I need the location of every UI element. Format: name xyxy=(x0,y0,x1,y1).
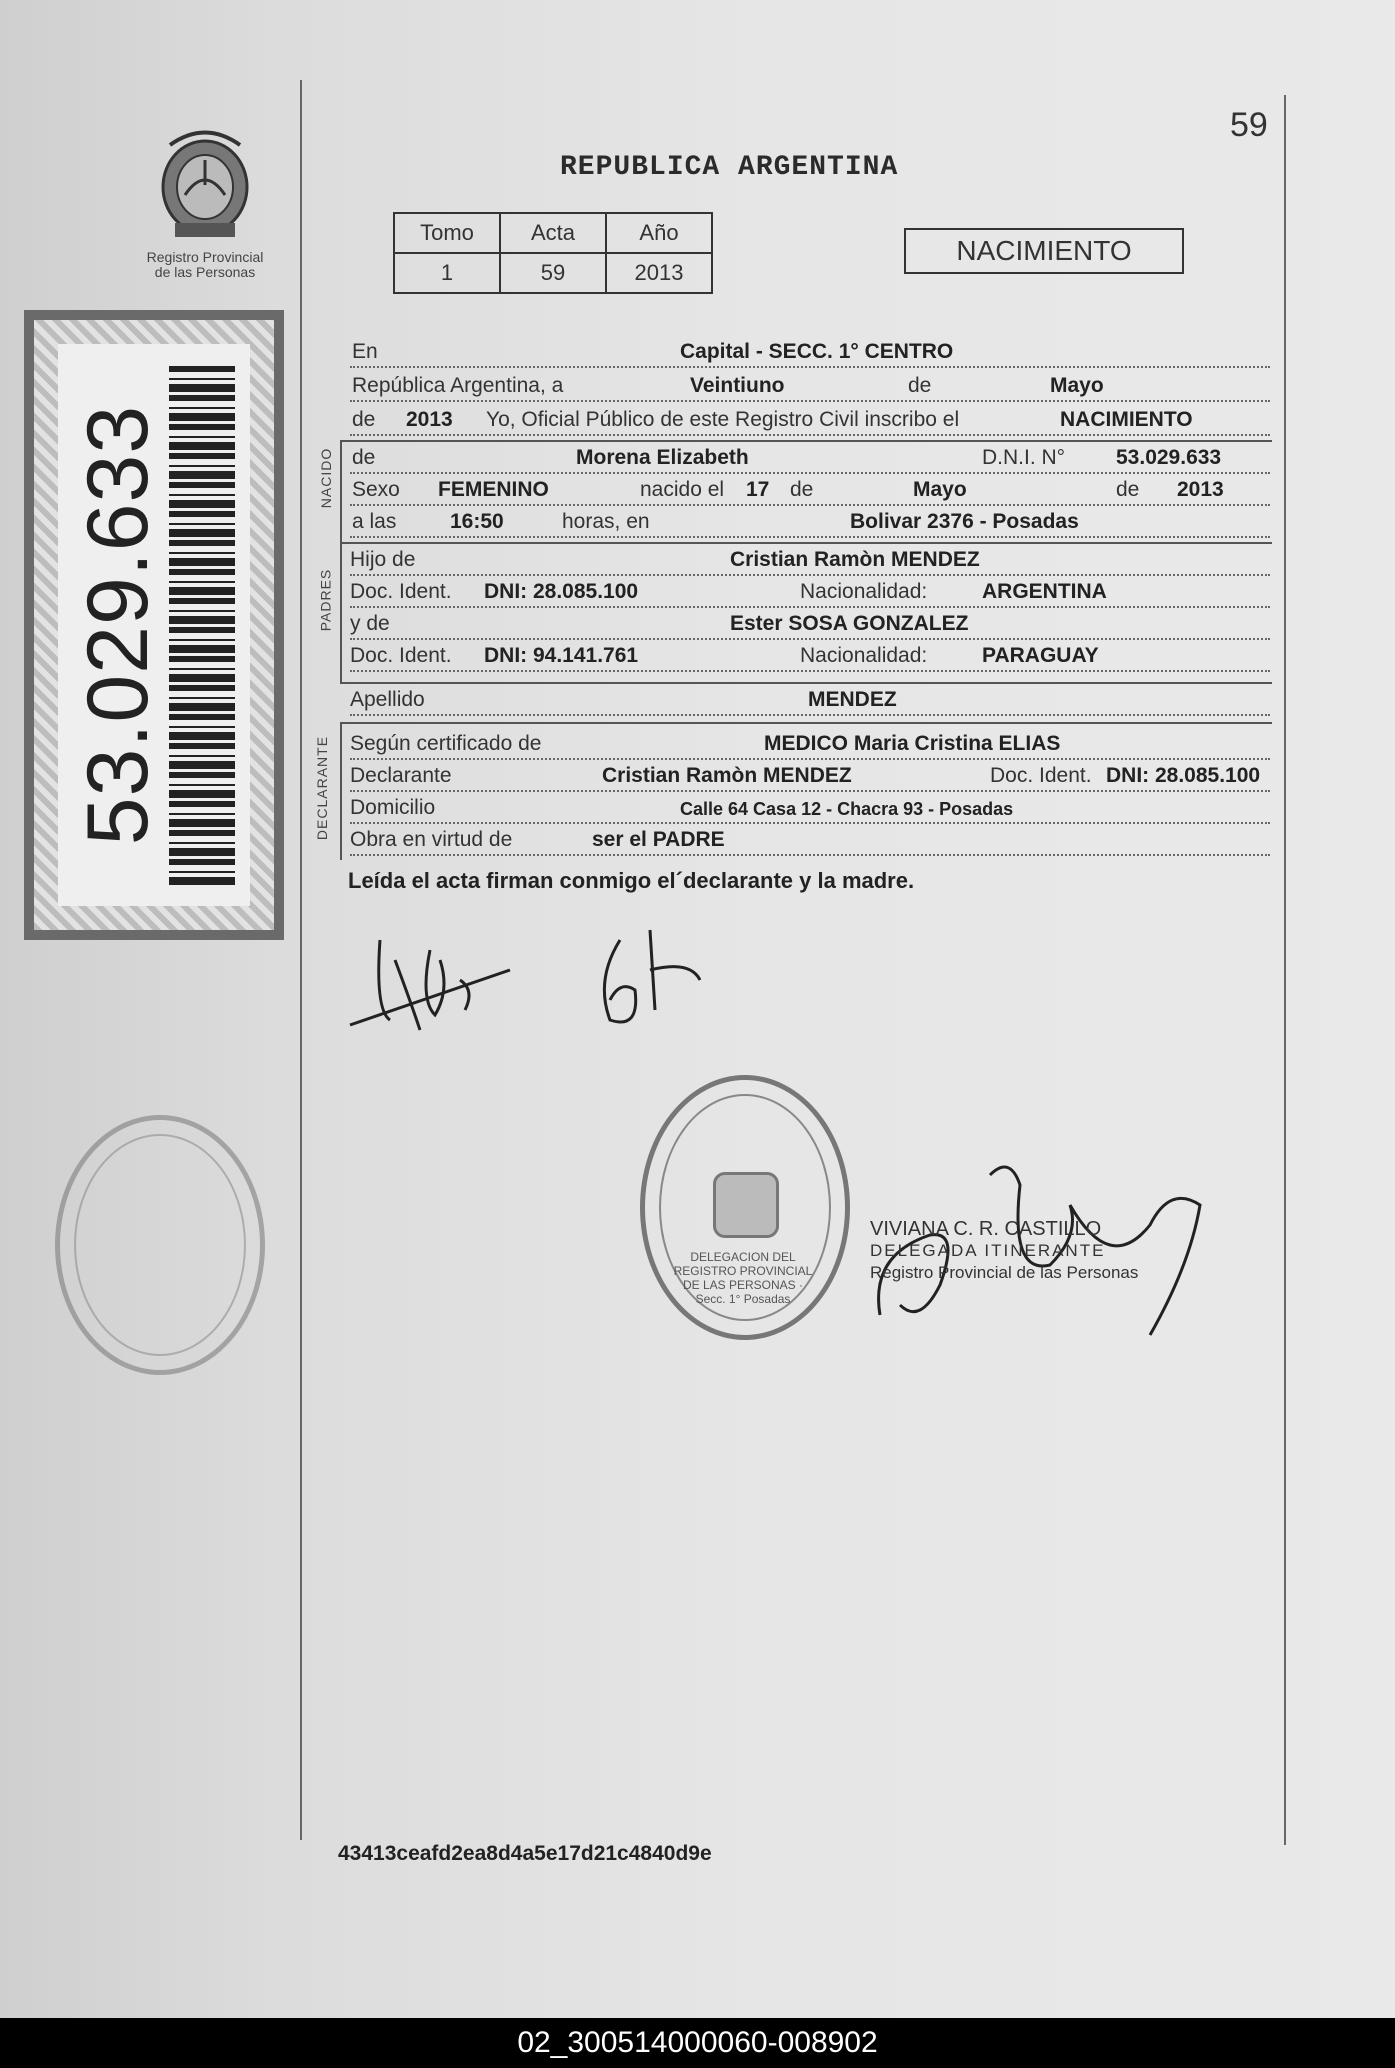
label-doc1: Doc. Ident. xyxy=(350,580,452,603)
label-nac1: Nacionalidad: xyxy=(800,580,928,603)
coat-of-arms-icon xyxy=(150,125,260,245)
row-doc1 xyxy=(350,576,1270,608)
label-declarante: Declarante xyxy=(350,764,452,787)
value-domicilio: Calle 64 Casa 12 - Chacra 93 - Posadas xyxy=(680,799,1014,819)
value-nombre: Morena Elizabeth xyxy=(576,446,749,469)
label-horas: horas, en xyxy=(562,510,650,533)
value-nac-mes: Mayo xyxy=(913,478,967,501)
section-bracket xyxy=(340,722,342,860)
value-doc3: DNI: 28.085.100 xyxy=(1106,764,1261,787)
registry-logo xyxy=(120,125,290,280)
logo-caption-1: Registro Provincial xyxy=(146,249,264,265)
file-identifier-bar: 02_300514000060-008902 xyxy=(0,2018,1395,2068)
label-hijo: Hijo de xyxy=(350,548,416,571)
label-de3: de xyxy=(352,446,376,469)
document-title: REPUBLICA ARGENTINA xyxy=(560,152,899,183)
page-number: 59 xyxy=(1230,106,1268,144)
label-doc3: Doc. Ident. xyxy=(990,764,1092,787)
label-alas: a las xyxy=(352,510,397,533)
row-nombre xyxy=(350,442,1270,474)
label-de: de xyxy=(908,374,932,397)
value-hora: 16:50 xyxy=(450,510,504,533)
seal-text: DELEGACION DEL REGISTRO PROVINCIAL DE LAS PERSONAS · Secc. 1° Posadas xyxy=(673,1250,813,1306)
document-hash: 43413ceafd2ea8d4a5e17d21c4840d9e xyxy=(338,1842,712,1865)
record-type-box: NACIMIENTO xyxy=(904,228,1184,274)
left-margin-line xyxy=(300,80,302,1840)
value-dia: Veintiuno xyxy=(690,374,785,397)
value-en: Capital - SECC. 1° CENTRO xyxy=(680,340,954,363)
value-obra: ser el PADRE xyxy=(592,828,725,851)
row-doc2 xyxy=(350,640,1270,672)
value-nac1: ARGENTINA xyxy=(982,580,1107,603)
official-name: VIVIANA C. R. CASTILLO xyxy=(870,1218,1102,1240)
official-stamp xyxy=(870,1218,1138,1284)
value-lugar: Bolivar 2376 - Posadas xyxy=(850,510,1079,533)
official-role: DELEGADA ITINERANTE xyxy=(870,1241,1106,1260)
faded-seal-left xyxy=(55,1115,265,1375)
section-bracket xyxy=(340,440,342,682)
value-nac-anio: 2013 xyxy=(1177,478,1224,501)
side-label-padres: PADRES xyxy=(317,568,334,632)
value-doc2: DNI: 94.141.761 xyxy=(484,644,639,667)
label-republica: República Argentina, a xyxy=(352,374,564,397)
label-dni: D.N.I. N° xyxy=(982,446,1066,469)
label-de2: de xyxy=(352,408,376,431)
row-domicilio xyxy=(350,792,1270,824)
value-dni: 53.029.633 xyxy=(1116,446,1222,469)
row-obra xyxy=(350,824,1270,856)
label-en: En xyxy=(352,340,378,363)
label-doc2: Doc. Ident. xyxy=(350,644,452,667)
row-apellido xyxy=(350,684,1270,716)
signature-declarante-icon xyxy=(340,920,520,1040)
row-anio xyxy=(350,404,1270,436)
value-declarante: Cristian Ramòn MENDEZ xyxy=(602,764,852,787)
row-republica xyxy=(350,370,1270,402)
row-hijo xyxy=(350,544,1270,576)
value-sexo: FEMENINO xyxy=(438,478,549,501)
label-de4: de xyxy=(790,478,814,501)
official-org: Registro Provincial de las Personas xyxy=(870,1263,1139,1282)
label-obra: Obra en virtud de xyxy=(350,828,513,851)
label-oficial: Yo, Oficial Público de este Registro Civil inscribo el xyxy=(486,408,960,431)
signature-madre-icon xyxy=(590,920,710,1030)
table-header: Acta xyxy=(500,213,606,253)
value-apellido: MENDEZ xyxy=(808,688,897,711)
table-header: Año xyxy=(606,213,712,253)
label-nac2: Nacionalidad: xyxy=(800,644,928,667)
value-inscribo: NACIMIENTO xyxy=(1060,408,1193,431)
value-nac2: PARAGUAY xyxy=(982,644,1099,667)
tomo-acta-table xyxy=(393,212,713,294)
row-yde xyxy=(350,608,1270,640)
right-margin-line xyxy=(1284,95,1286,1845)
row-declarante xyxy=(350,760,1270,792)
logo-caption-2: de las Personas xyxy=(154,264,256,280)
value-madre: Ester SOSA GONZALEZ xyxy=(730,612,969,635)
table-header: Tomo xyxy=(394,213,500,253)
label-de5: de xyxy=(1116,478,1140,501)
value-anio: 2013 xyxy=(406,408,453,431)
label-sexo: Sexo xyxy=(352,478,400,501)
barcode-number: 53.029.633 xyxy=(70,404,166,846)
label-nacido: nacido el xyxy=(640,478,725,501)
value-padre: Cristian Ramòn MENDEZ xyxy=(730,548,980,571)
row-hora xyxy=(350,506,1270,538)
section-divider xyxy=(340,722,1272,724)
table-cell: 59 xyxy=(500,253,606,293)
closing-statement: Leída el acta firman conmigo el´declarante y la madre. xyxy=(348,868,915,893)
label-yde: y de xyxy=(350,612,390,635)
table-cell: 1 xyxy=(394,253,500,293)
official-seal xyxy=(640,1075,850,1340)
side-label-nacido: NACIDO xyxy=(318,447,335,509)
value-mes: Mayo xyxy=(1050,374,1104,397)
barcode-sticker xyxy=(24,310,284,940)
barcode-bars xyxy=(169,365,235,885)
seal-emblem-icon xyxy=(713,1172,779,1238)
label-domicilio: Domicilio xyxy=(350,796,436,819)
value-segun: MEDICO Maria Cristina ELIAS xyxy=(764,732,1061,755)
label-apellido: Apellido xyxy=(350,688,425,711)
row-segun xyxy=(350,728,1270,760)
label-segun: Según certificado de xyxy=(350,732,542,755)
row-en xyxy=(350,336,1270,368)
side-label-declarante: DECLARANTE xyxy=(314,735,331,841)
value-nac-dia: 17 xyxy=(746,478,770,501)
value-doc1: DNI: 28.085.100 xyxy=(484,580,639,603)
table-cell: 2013 xyxy=(606,253,712,293)
row-sexo xyxy=(350,474,1270,506)
